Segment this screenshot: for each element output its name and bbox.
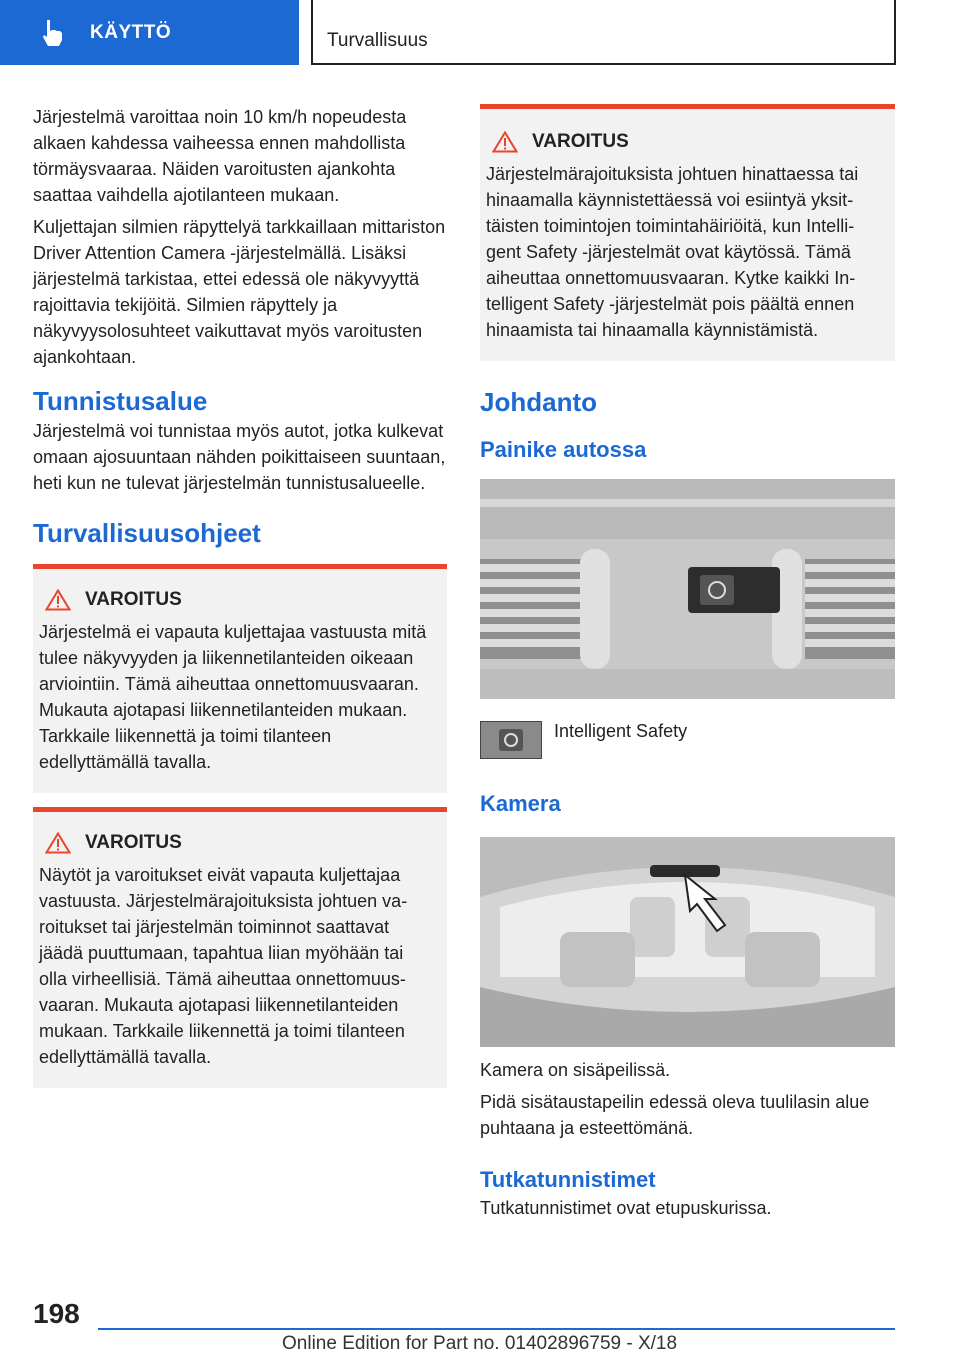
heading-turvallisuusohjeet: Turvallisuusohjeet	[33, 518, 261, 548]
radar-text: Tutkatunnistimet ovat etupuskurissa.	[480, 1198, 772, 1218]
driver-attention-paragraph: Kuljettajan silmien räpyttelyä tarkkaillaan mittariston Driver Attention Camera -järjestelmällä. Lisäksi järjestelmä tarkistaa, ettei edessä ole näkyvyyttä rajoittavia tekijöitä. Silmien räpyttely ja näkyvyysolosuhteet vaikuttavat myös varoitusten ajankohtaan.	[33, 217, 446, 367]
warning-box-1	[33, 564, 447, 793]
camera-location-text: Kamera on sisäpeilissä.	[480, 1060, 671, 1080]
intelligent-safety-button-icon	[480, 721, 542, 759]
intelligent-safety-button-row	[480, 721, 895, 759]
warning-text: Järjestelmä ei vapauta kuljettajaa vastuusta mitä tulee näkyvyyden ja liikennetilanteiden oikeaan arviointiin. Tämä aiheuttaa onnettomuusvaaran. Mukauta ajotapasi liikennetilanteiden mukaan. Tarkkaile liikennettä ja toimi tilanteen edellyttämällä tavalla.	[39, 622, 427, 772]
warning-text: Näytöt ja varoitukset eivät vapauta kuljettajaa vastuusta. Järjestelmärajoituksista johtuen varoitukset tai järjestelmän toiminnot saattavat jäädä puuttumaan, tapahtua liian myöhään tai olla virheellisiä. Tämä aiheuttaa onnettomuusvaaran. Mukauta ajotapasi liikennetilanteiden mukaan. Tarkkaile liikennettä ja toimi tilanteen edellyttämällä tavalla.	[39, 865, 408, 1067]
interior-camera-photo	[480, 837, 895, 1047]
footer-divider	[98, 1328, 895, 1330]
dashboard-button-photo	[480, 479, 895, 699]
section-title: Turvallisuus	[327, 30, 428, 51]
heading-tutkatunnistimet: Tutkatunnistimet	[480, 1167, 656, 1192]
intelligent-safety-label: Intelligent Safety	[554, 721, 688, 741]
heading-painike-autossa: Painike autossa	[480, 437, 647, 462]
warning-title: VAROITUS	[532, 131, 629, 152]
chapter-tab[interactable]	[0, 0, 299, 65]
footer-edition: Online Edition for Part no. 01402896759 - X/18	[282, 1333, 678, 1354]
chapter-tab-label: KÄYTTÖ	[90, 21, 172, 43]
left-column	[33, 104, 447, 1088]
warning-text: Järjestelmärajoituksista johtuen hinattaessa tai hinaamalla käynnistettäessä voi esiintyä yksittäisten toimintojen toimintahäiriöitä, kun Intelligent Safety -järjestelmät ovat käytössä. Tämä aiheuttaa onnettomuusvaaran. Kytke kaikki Intelligent Safety -järjestelmät pois päältä ennen hinaamista tai hinaamalla käynnistämistä.	[486, 164, 859, 340]
warning-box-3	[480, 104, 895, 361]
pointing-hand-icon	[38, 18, 68, 48]
section-header	[311, 0, 896, 65]
heading-johdanto: Johdanto	[480, 387, 597, 417]
intro-paragraph: Järjestelmä varoittaa noin 10 km/h nopeudesta alkaen kahdessa vaiheessa ennen mahdollista törmäysvaaraa. Näiden varoitusten ajankohta saattaa vaihdella ajotilanteen mukaan.	[33, 107, 407, 205]
right-column	[480, 104, 895, 1227]
warning-triangle-icon	[45, 589, 71, 611]
warning-box-2	[33, 807, 447, 1088]
warning-triangle-icon	[45, 832, 71, 854]
heading-tunnistusalue: Tunnistusalue	[33, 386, 208, 416]
warning-title: VAROITUS	[85, 832, 182, 853]
heading-kamera: Kamera	[480, 791, 561, 816]
camera-clean-text: Pidä sisätaustapeilin edessä oleva tuulilasin alue puhtaana ja esteettömänä.	[480, 1092, 870, 1138]
warning-title: VAROITUS	[85, 589, 182, 610]
warning-triangle-icon	[492, 131, 518, 153]
tunnistusalue-paragraph: Järjestelmä voi tunnistaa myös autot, jotka kulkevat omaan ajosuuntaan nähden poikittaiseen suuntaan, heti kun ne tulevat järjestelmän tunnistusalueelle.	[33, 421, 446, 493]
page-number: 198	[33, 1298, 80, 1329]
